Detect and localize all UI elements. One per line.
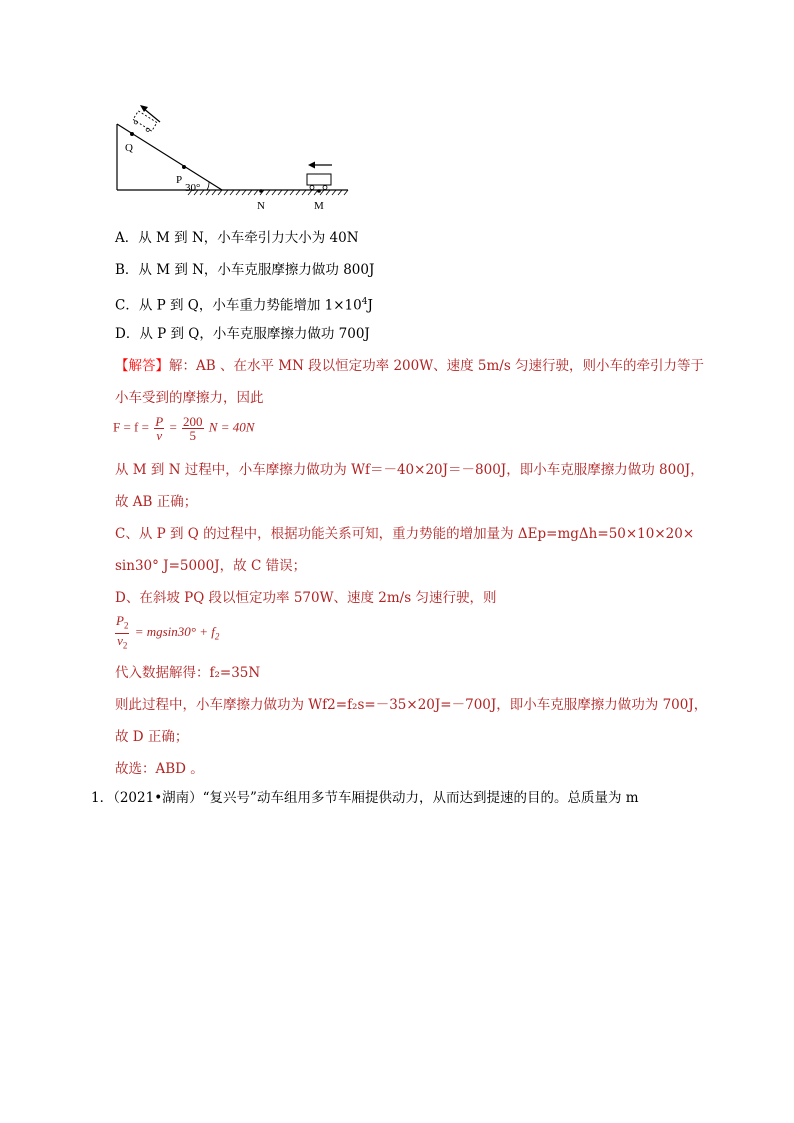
option-d: D．从 P 到 Q，小车克服摩擦力做功 700J (115, 326, 370, 342)
formula-2-den (115, 634, 129, 653)
next-question: 1．（2021•湖南）“复兴号”动车组用多节车厢提供动力，从而达到提速的目的。总质量为 m (91, 790, 639, 806)
label-q: Q (125, 142, 133, 154)
option-b: B．从 M 到 N，小车克服摩擦力做功 800J (115, 262, 375, 278)
formula-1-prefix: F = f = (113, 419, 149, 435)
answer-line-11: 故选：ABD 。 (115, 761, 204, 777)
formula-2 (113, 614, 219, 652)
formula-1-frac2-den: 5 (189, 428, 197, 443)
formula-2-num (115, 614, 129, 634)
formula-2-num-var: P (116, 613, 124, 628)
point-m (317, 189, 321, 193)
answer-line-9: 则此过程中，小车摩擦力做功为 Wf2=f₂s=－35×20J=－700J，即小车克服摩擦力做功为 700J， (115, 697, 708, 713)
formula-1-frac1-num: P (155, 414, 164, 429)
answer-line-2: 小车受到的摩擦力，因此 (115, 390, 264, 406)
point-n (259, 189, 263, 193)
answer-line-8: 代入数据解得：f₂=35N (115, 665, 261, 681)
formula-1-tail: N = 40N (208, 419, 255, 435)
label-angle: 30° (185, 182, 201, 194)
formula-2-frac (115, 614, 129, 652)
answer-line-10: 故 D 正确； (115, 729, 189, 745)
option-c-unit: J (367, 297, 373, 314)
point-p (182, 165, 186, 169)
formula-2-tail: = mgsin30° + f (134, 624, 215, 640)
label-p: P (176, 174, 183, 186)
formula-2-num-sub: 2 (123, 620, 129, 631)
answer-line-7: D、在斜坡 PQ 段以恒定功率 570W、速度 2m/s 匀速行驶，则 (115, 590, 497, 606)
option-a: A．从 M 到 N，小车牵引力大小为 40N (115, 230, 359, 246)
formula-2-den-var: v (117, 632, 123, 648)
answer-line-5: C、从 P 到 Q 的过程中，根据功能关系可知，重力势能的增加量为 ΔEp=mgΔh=50×10×20× (115, 526, 695, 542)
car-on-incline (132, 111, 157, 133)
arrow-left-icon (308, 162, 332, 169)
formula-2-den-sub: 2 (122, 640, 128, 651)
option-c-exponent: 4 (361, 297, 368, 307)
physics-figure (110, 98, 360, 213)
formula-1-frac-pv (154, 415, 164, 442)
answer-line-6: sin30° J=5000J，故 C 错误； (115, 558, 307, 574)
answer-line-3: 从 M 到 N 过程中，小车摩擦力做功为 Wf＝－40×20J＝－800J，即小车克服摩擦力做功 800J， (115, 462, 704, 478)
formula-1-frac-values (182, 415, 204, 442)
formula-1-eq: = (169, 419, 177, 435)
label-n: N (257, 200, 265, 212)
angle-arc (207, 182, 209, 190)
formula-1-frac2-num: 200 (183, 414, 203, 429)
formula-1 (113, 415, 254, 442)
ground-hatching (188, 190, 348, 195)
car-at-m (307, 174, 331, 190)
answer-text-1: 解：AB 、在水平 MN 段以恒定功率 200W、速度 5m/s 匀速行驶，则小车的牵引力等于 (169, 358, 705, 374)
formula-2-tail-sub: 2 (214, 631, 220, 642)
answer-line-1 (115, 357, 704, 375)
answer-line-4: 故 AB 正确； (115, 494, 198, 510)
option-c (115, 293, 373, 315)
point-q (130, 132, 134, 136)
formula-1-frac1-den: v (156, 428, 163, 443)
option-c-text: C．从 P 到 Q，小车重力势能增加 1×10 (115, 297, 362, 314)
answer-tag: 【解答】 (115, 358, 169, 374)
label-m: M (314, 200, 324, 212)
